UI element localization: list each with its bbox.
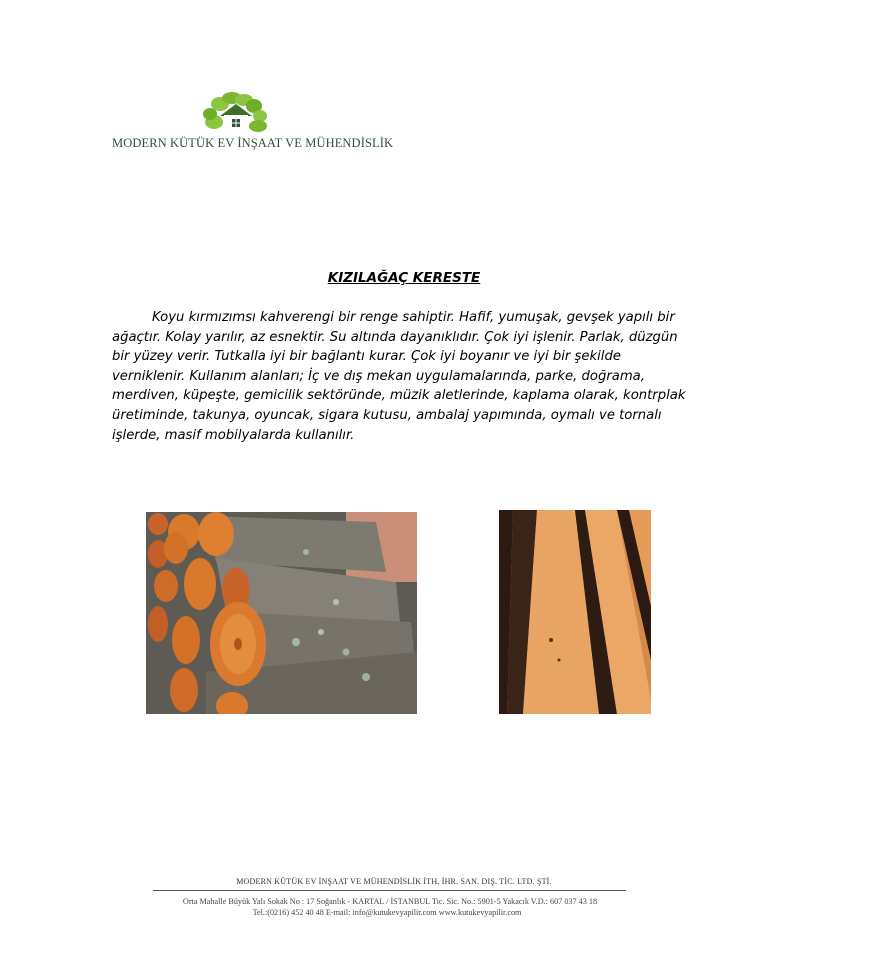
company-logo <box>112 92 394 152</box>
footer-contact: Tel.:(0216) 452 40 48 E-mail: info@kutukevyapilir.com www.kutukevyapilir.com <box>252 908 522 917</box>
footer-company-name: MODERN KÜTÜK EV İNŞAAT VE MÜHENDİSLİK İTH. İHR. SAN. DIŞ. TİC. LTD. ŞTİ. <box>236 877 552 886</box>
logo-text: MODERN KÜTÜK EV İNŞAAT VE MÜHENDİSLİK <box>112 136 394 150</box>
document-paragraph: Koyu kırmızımsı kahverengi bir renge sahiptir. Hafif, yumuşak, gevşek yapılı bir ağaçtır. Kolay yarılır, az esnektir. Su altında dayanıklıdır. Çok iyi işlenir. Parlak, düzgün bir yüzey verir. Tutkalla iyi bir bağlantı kurar. Çok iyi boyanır ve iyi bir şekilde verniklenir. Kullanım alanları; İç ve dış mekan uygulamalarında, parke, doğrama, merdiven, küpeşte, gemicilik sektöründe, müzik aletlerinde, kaplama olarak, kontrplak üretiminde, takunya, oyuncak, sigara kutusu, ambalaj yapımında, oymalı ve tornalı işlerde, masif mobilyalarda kullanılır. <box>112 310 686 443</box>
footer-address: Orta Mahalle Büyük Yalı Sokak No : 17 Soğanlık - KARTAL / İSTANBUL Tic. Sic. No.: 5901-5 Yakacık V.D.: 607 037 43 18 <box>182 897 598 906</box>
house-tree-logo-icon <box>200 92 272 136</box>
alder-boards-photo <box>499 510 651 714</box>
alder-logs-photo <box>146 512 417 714</box>
document-title: KIZILAĞAÇ KERESTE <box>327 270 481 286</box>
footer-divider <box>153 890 626 891</box>
